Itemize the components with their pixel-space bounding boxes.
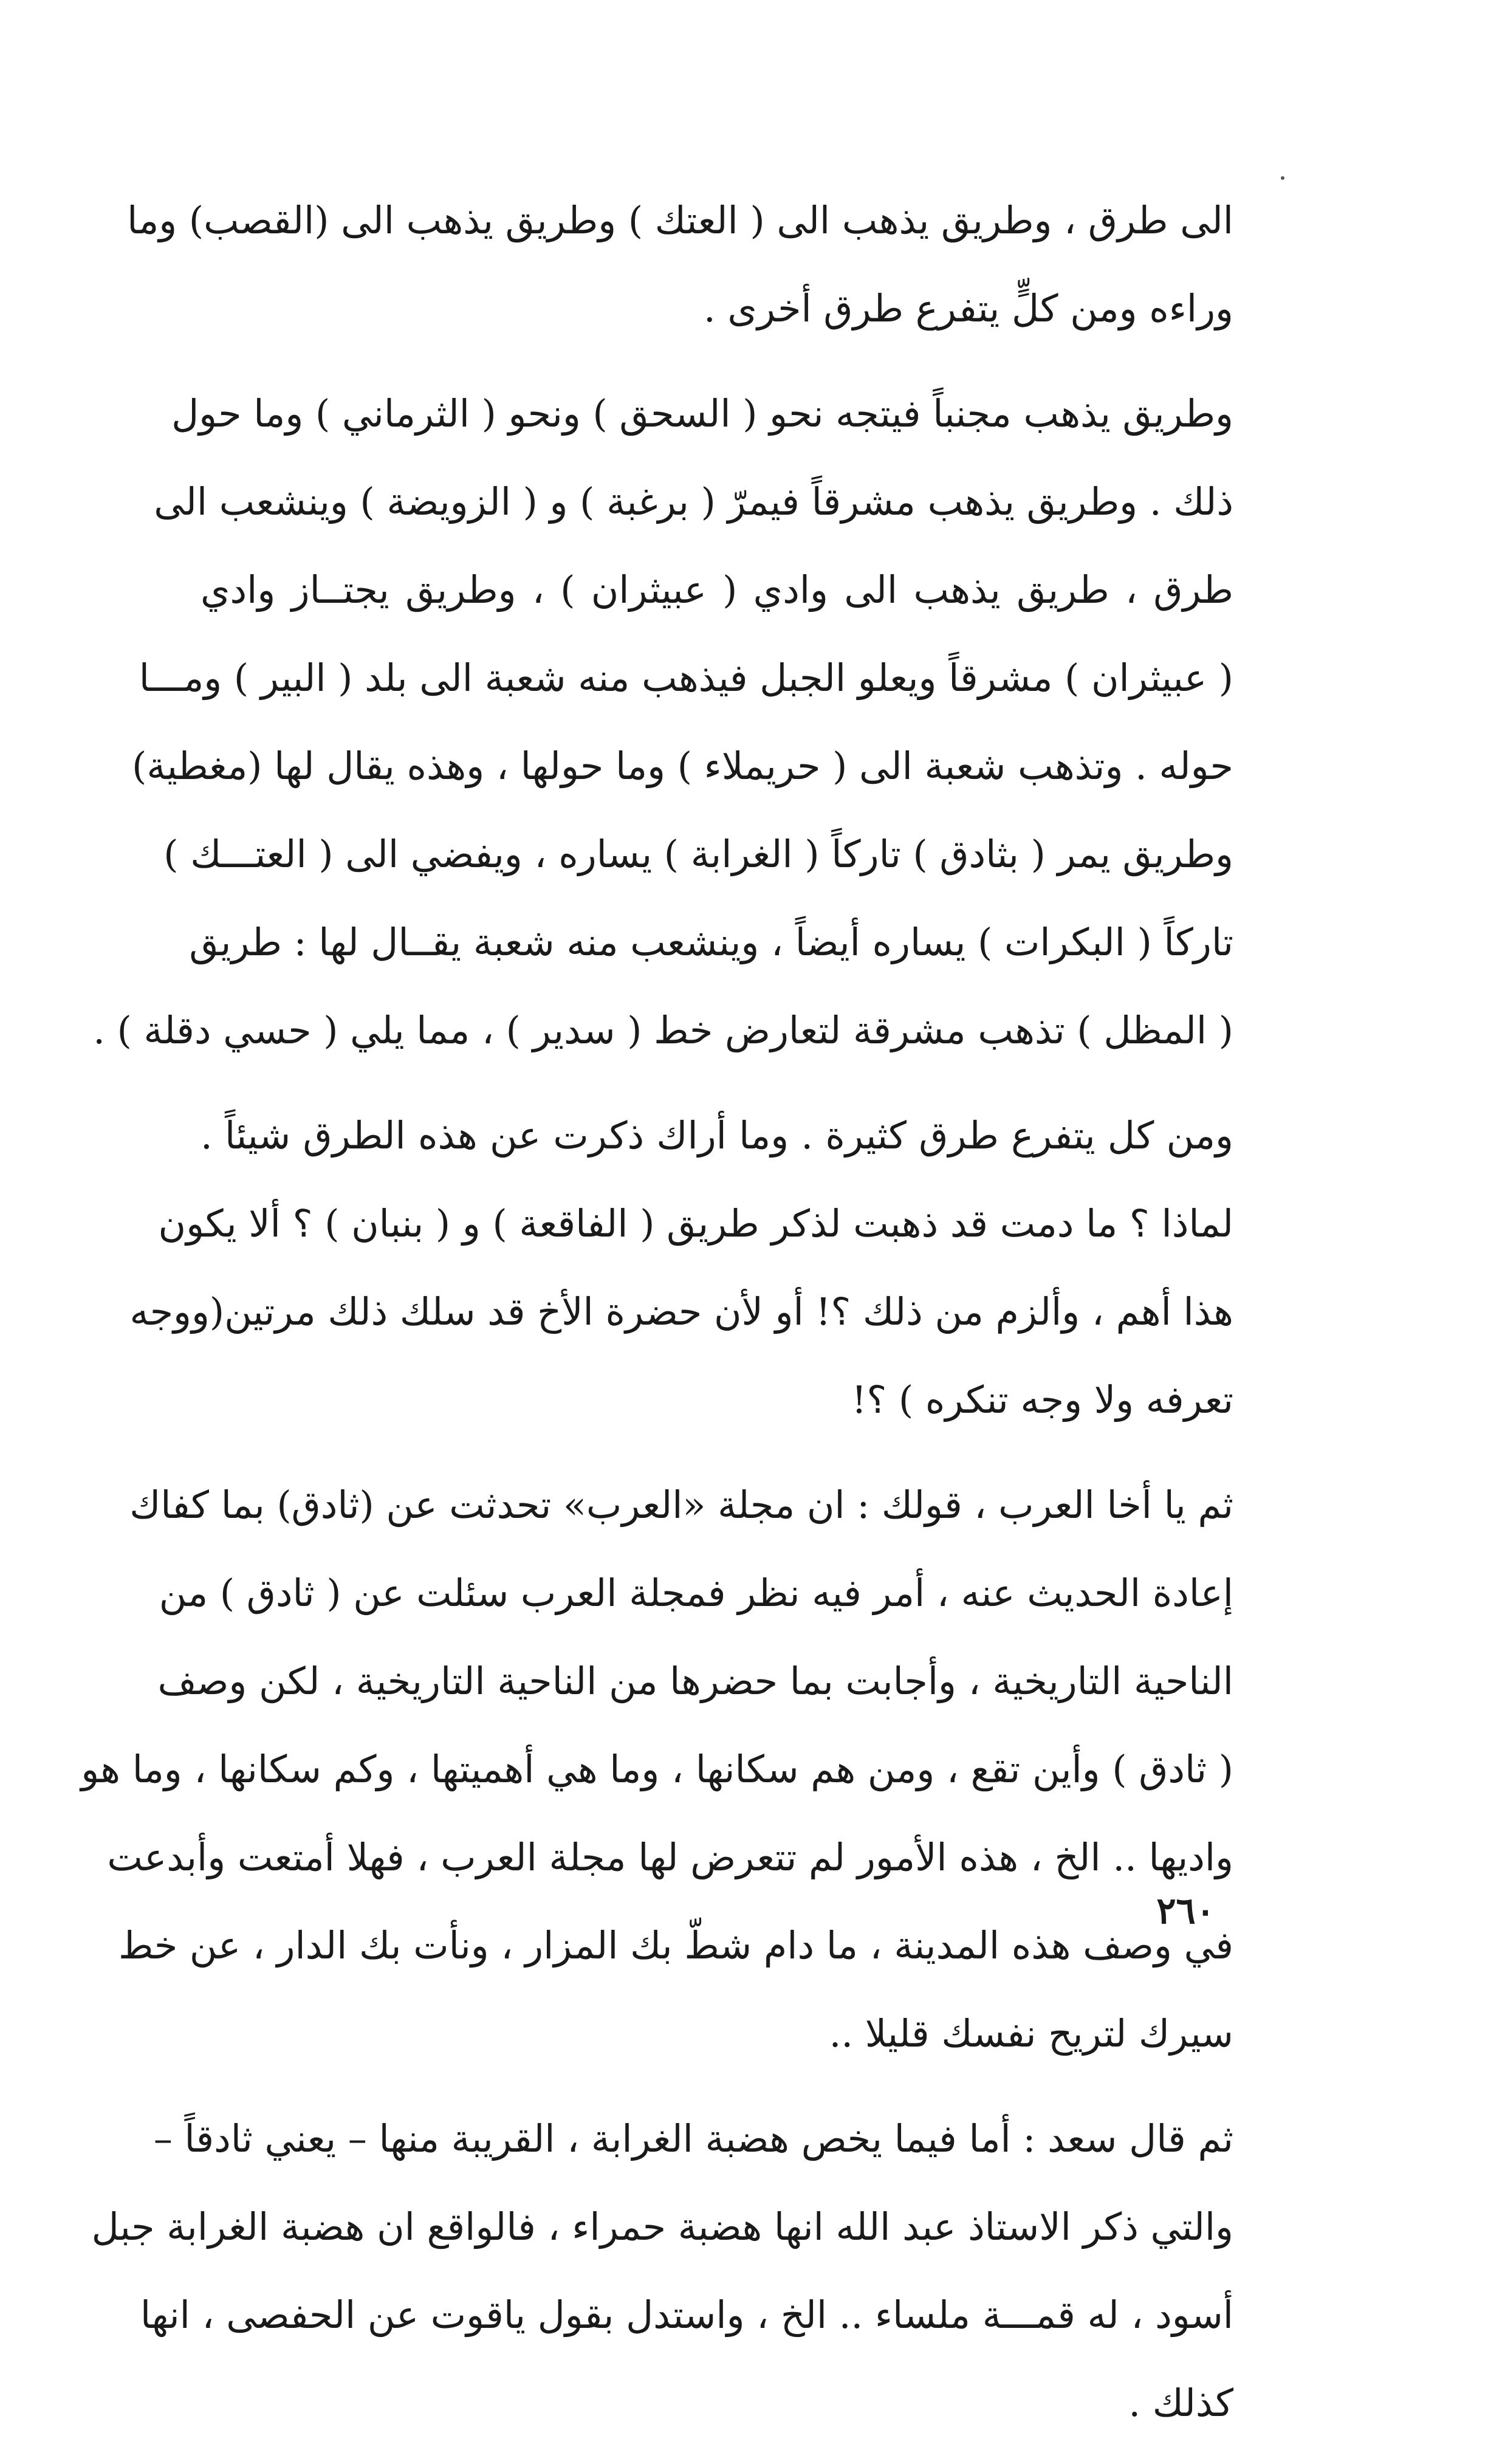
paragraph-4 [81, 1461, 1233, 2078]
text-line: الى طرق ، وطريق يذهب الى ( العتك ) وطريق يذهب الى (القصب) وما [127, 198, 1233, 242]
paragraph-3 [129, 1091, 1233, 1444]
text-line: هذا أهم ، وألزم من ذلك ؟! أو لأن حضرة الأخ قد سلك ذلك مرتين(ووجه [129, 1289, 1233, 1334]
text-line: ( عبيثران ) مشرقاً ويعلو الجبل فيذهب منه شعبة الى بلد ( البير ) ومـــا [139, 656, 1233, 700]
text-line: تاركاً ( البكرات ) يساره أيضاً ، وينشعب منه شعبة يقــال لها : طريق [189, 920, 1233, 964]
page-number: ٢٦٠ [1156, 1890, 1215, 1932]
text-line: ( ثادق ) وأين تقع ، ومن هم سكانها ، وما هي أهميتها ، وكم سكانها ، وما هو [81, 1747, 1233, 1791]
text-line: والتي ذكر الاستاذ عبد الله انها هضبة حمراء ، فالواقع ان هضبة الغرابة جبل [91, 2205, 1233, 2249]
text-line: تعرفه ولا وجه تنكره ) ؟! [851, 1378, 1233, 1422]
text-line: وطريق يذهب مجنباً فيتجه نحو ( السحق ) ونحو ( الثرماني ) وما حول [171, 391, 1233, 436]
text-line: أسود ، له قمـــة ملساء .. الخ ، واستدل بقول ياقوت عن الحفصى ، انها [140, 2293, 1233, 2337]
text-line: في وصف هذه المدينة ، ما دام شطّ بك المزار ، ونأت بك الدار ، عن خط [118, 1923, 1233, 1968]
text-line: ثم قال سعد : أما فيما يخص هضبة الغرابة ، القريبة منها – يعني ثادقاً – [153, 2116, 1233, 2161]
text-line: إعادة الحديث عنه ، أمر فيه نظر فمجلة العرب سئلت عن ( ثادق ) من [159, 1571, 1233, 1615]
text-line: وطريق يمر ( بثادق ) تاركاً ( الغرابة ) يساره ، ويفضي الى ( العتـــك ) [163, 832, 1233, 876]
text-line: طرق ، طريق يذهب الى وادي ( عبيثران ) ، وطريق يجتــاز وادي [201, 568, 1233, 612]
text-line: الناحية التاريخية ، وأجابت بما حضرها من الناحية التاريخية ، لكن وصف [157, 1659, 1233, 1703]
text-line: سيرك لتريح نفسك قليلا .. [829, 2011, 1233, 2056]
text-line: ثم يا أخا العرب ، قولك : ان مجلة «العرب» تحدثت عن (ثادق) بما كفاك [129, 1483, 1233, 1527]
text-line: ومن كل يتفرع طرق كثيرة . وما أراك ذكرت عن هذه الطرق شيئاً . [201, 1113, 1233, 1158]
paragraph-1 [127, 176, 1233, 352]
text-line: ( المظل ) تذهب مشرقة لتعارض خط ( سدير ) ، مما يلي ( حسي دقلة ) . [93, 1008, 1233, 1052]
text-line: ذلك . وطريق يذهب مشرقاً فيمرّ ( برغبة ) و ( الزويضة ) وينشعب الى [154, 479, 1233, 524]
paragraph-5 [91, 2095, 1233, 2447]
paragraph-2 [93, 369, 1233, 1074]
text-line: لماذا ؟ ما دمت قد ذهبت لذكر طريق ( الفاقعة ) و ( بنبان ) ؟ ألا يكون [158, 1201, 1233, 1246]
page-body [81, 176, 1233, 2464]
text-line: وراءه ومن كلٍّ يتفرع طرق أخرى . [704, 286, 1233, 331]
text-line: كذلك . [1128, 2381, 1233, 2425]
text-line: حوله . وتذهب شعبة الى ( حريملاء ) وما حولها ، وهذه يقال لها (مغطية) [132, 744, 1233, 788]
text-line: واديها .. الخ ، هذه الأمور لم تتعرض لها مجلة العرب ، فهلا أمتعت وأبدعت [107, 1835, 1233, 1879]
scan-mark [1281, 176, 1284, 180]
